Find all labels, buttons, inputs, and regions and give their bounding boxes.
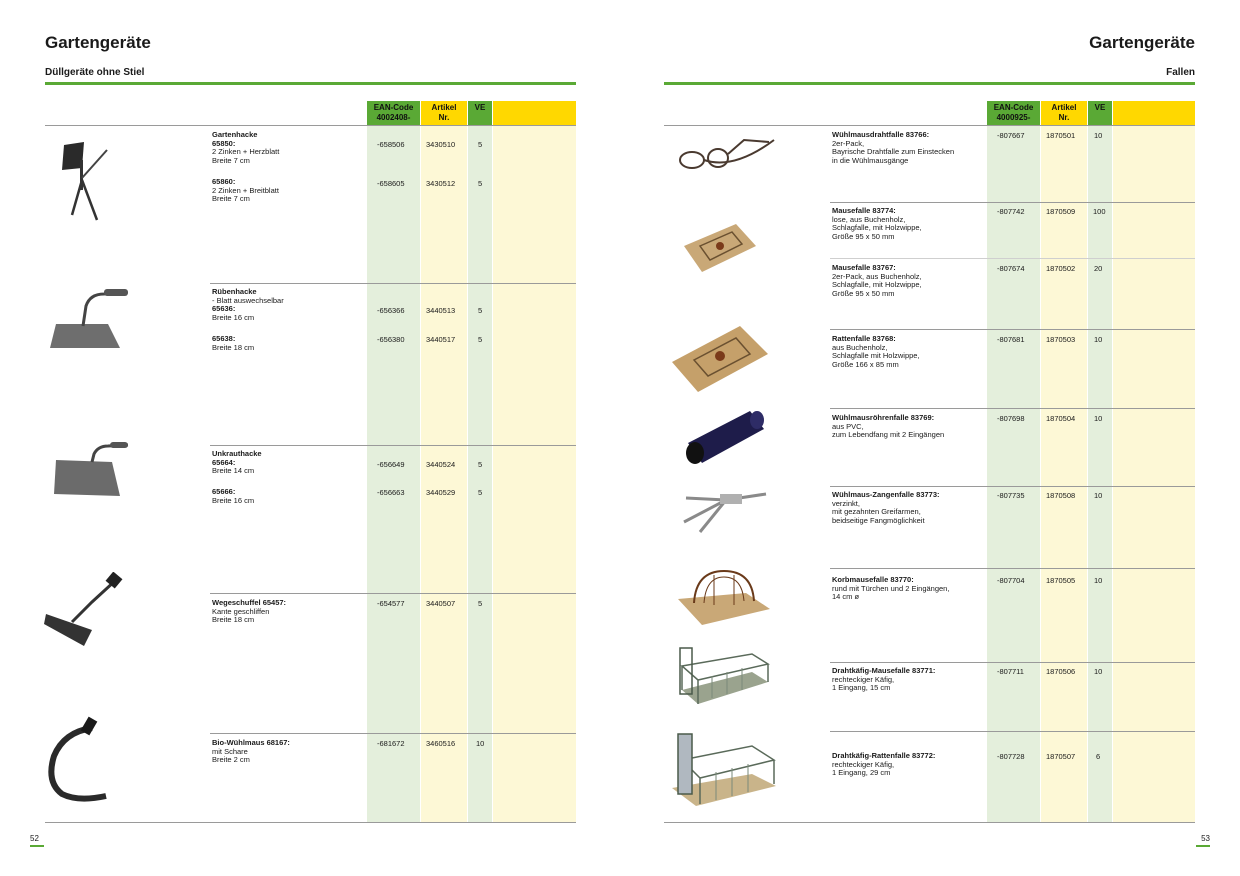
variant-desc: 2 Zinken + Breitblatt [212, 185, 279, 195]
ean-header [367, 101, 420, 125]
ean-value: -807711 [997, 667, 1024, 676]
article-header-label: Artikel Nr. [1051, 103, 1077, 122]
ve-value: 5 [478, 140, 483, 149]
ve-value: 10 [1094, 414, 1103, 423]
ve-header [1088, 101, 1112, 125]
rat-trap-icon [670, 322, 770, 399]
section-rule [45, 82, 576, 85]
ean-value: -658605 [377, 179, 405, 188]
product-name: Mausefalle 83774: [832, 206, 896, 215]
product-name: Wühlmaus-Zangenfalle 83773: [832, 490, 940, 499]
hoe-heart-blade-icon [52, 140, 122, 235]
tube-trap-icon [680, 405, 770, 474]
product-desc: Schlagfalle mit Holzwippe, [832, 351, 920, 361]
product-desc: Bayrische Drahtfalle zum Einstecken [832, 147, 955, 157]
ve-value: 5 [478, 335, 483, 344]
variant-code: 65636: [212, 304, 236, 314]
article-header [421, 101, 467, 125]
product-desc: Schlagfalle, mit Holzwippe, [832, 223, 922, 233]
ean-value: -656649 [377, 460, 405, 469]
variant-code: 65664: [212, 457, 236, 467]
product-desc: lose, aus Buchenholz, [832, 214, 906, 224]
product-83767 [832, 264, 982, 298]
product-desc: 2er-Pack, [832, 138, 865, 148]
variant-code: 65850: [212, 138, 236, 148]
product-83771 [832, 667, 982, 693]
product-desc: in die Wühlmausgänge [832, 155, 909, 165]
ve-value: 100 [1093, 207, 1106, 216]
ve-value: 10 [1094, 131, 1103, 140]
ve-value: 10 [1094, 576, 1103, 585]
article-value: 1870502 [1046, 264, 1076, 273]
row-divider [830, 568, 1195, 569]
page-title: Gartengeräte [1089, 33, 1195, 52]
product-desc: verzinkt, [832, 498, 860, 508]
basket-trap-icon [676, 565, 772, 632]
article-value: 3440529 [426, 488, 456, 497]
variant-desc: 2 Zinken + Herzblatt [212, 147, 280, 157]
product-name: Drahtkäfig-Mausefalle 83771: [832, 666, 936, 675]
product-desc: Schlagfalle, mit Holzwippe, [832, 280, 922, 290]
row-divider [210, 283, 576, 284]
row-divider [830, 662, 1195, 663]
ve-value: 6 [1096, 752, 1101, 761]
product-desc: aus Buchenholz, [832, 342, 888, 352]
product-desc: mit Schare [212, 746, 248, 756]
table-bottom-rule [664, 822, 1195, 823]
variant-desc: Breite 14 cm [212, 466, 255, 476]
article-header [1041, 101, 1087, 125]
ve-value: 10 [476, 739, 485, 748]
wire-cage-rat-trap-icon [666, 730, 778, 815]
table-header-rule [45, 125, 576, 126]
ve-value: 5 [478, 306, 483, 315]
article-value: 1870508 [1046, 491, 1076, 500]
path-scuffle-icon [44, 572, 129, 657]
article-value: 1870506 [1046, 667, 1076, 676]
product-desc: zum Lebendfang mit 2 Eingängen [832, 430, 945, 440]
page-number: 52 [30, 834, 39, 843]
product-name: Bio-Wühlmaus 68167: [212, 738, 290, 747]
table-header-rule [664, 125, 1195, 126]
article-value: 3460516 [426, 739, 456, 748]
product-desc: mit gezahnten Greifarmen, [832, 507, 921, 517]
product-desc: 14 cm ø [832, 592, 860, 602]
product-desc: rechteckiger Käfig, [832, 759, 895, 769]
article-value: 1870501 [1046, 131, 1076, 140]
ean-value: -656366 [377, 306, 405, 315]
ean-value: -807681 [997, 335, 1025, 344]
product-desc: rund mit Türchen und 2 Eingängen, [832, 583, 950, 593]
wire-cage-mouse-trap-icon [672, 646, 772, 715]
ve-value: 5 [478, 488, 483, 497]
product-name: Wühlmausröhrenfalle 83769: [832, 413, 935, 422]
product-desc: 1 Eingang, 15 cm [832, 683, 891, 693]
row-divider [210, 445, 576, 446]
product-83769 [832, 414, 982, 440]
product-desc: aus PVC, [832, 421, 864, 431]
variant-code: 65666: [212, 487, 236, 496]
product-desc: rechteckiger Käfig, [832, 674, 895, 684]
product-name: Rübenhacke [212, 287, 257, 296]
ean-value: -807728 [997, 752, 1025, 761]
row-divider [210, 593, 576, 594]
product-name: Rattenfalle 83768: [832, 334, 896, 343]
product-desc: Größe 95 x 50 mm [832, 231, 895, 241]
ean-header-label: EAN-Code 4002408- [373, 103, 414, 122]
ean-value: -807667 [997, 131, 1025, 140]
product-83774 [832, 207, 982, 241]
ean-value: -807742 [997, 207, 1025, 216]
ean-value: -681672 [377, 739, 405, 748]
product-83766 [832, 131, 982, 165]
ve-header [468, 101, 492, 125]
product-desc: Kante geschliffen [212, 606, 270, 616]
page-number: 53 [1201, 834, 1210, 843]
product-variant [212, 335, 362, 352]
section-rule [664, 82, 1195, 85]
product-variant [212, 178, 362, 204]
product-name: Unkrauthacke [212, 449, 262, 458]
variant-desc: Breite 18 cm [212, 342, 255, 352]
product-bio-wuehlmaus [212, 739, 362, 765]
row-divider [830, 731, 1195, 732]
variant-code: 65638: [212, 334, 236, 343]
page-title: Gartengeräte [45, 33, 151, 52]
article-value: 1870503 [1046, 335, 1076, 344]
ean-value: -654577 [377, 599, 405, 608]
ean-header [987, 101, 1040, 125]
product-desc: Breite 18 cm [212, 615, 255, 625]
product-name: Wühlmausdrahtfalle 83766: [832, 130, 930, 139]
article-value: 3440517 [426, 335, 456, 344]
row-divider [830, 486, 1195, 487]
article-value: 1870505 [1046, 576, 1076, 585]
variant-desc: Breite 7 cm [212, 155, 250, 165]
ve-value: 5 [478, 460, 483, 469]
article-header-label: Artikel Nr. [431, 103, 457, 122]
article-value: 3430510 [426, 140, 456, 149]
product-name: Drahtkäfig-Rattenfalle 83772: [832, 751, 936, 760]
ve-header-label: VE [1094, 103, 1106, 112]
bio-vole-cultivator-icon [44, 716, 114, 811]
product-desc: Größe 166 x 85 mm [832, 359, 899, 369]
variant-desc: Breite 16 cm [212, 312, 255, 322]
variant-code: 65860: [212, 177, 236, 186]
row-divider [830, 329, 1195, 330]
ve-value: 10 [1094, 667, 1103, 676]
pincer-trap-icon [680, 478, 770, 543]
article-value: 1870509 [1046, 207, 1076, 216]
article-value: 3440513 [426, 306, 456, 315]
article-value: 1870504 [1046, 414, 1076, 423]
page-number-bar [1196, 845, 1210, 847]
section-subtitle: Düllgeräte ohne Stiel [45, 67, 145, 78]
right-page [620, 0, 1240, 876]
row-divider [830, 202, 1195, 203]
product-desc: 2er-Pack, aus Buchenholz, [832, 271, 922, 281]
product-gartenhacke [212, 131, 362, 165]
article-value: 3440507 [426, 599, 456, 608]
product-ruebenhacke [212, 288, 362, 322]
ve-value: 5 [478, 599, 483, 608]
wire-vole-trap-icon [674, 130, 784, 185]
table-bottom-rule [45, 822, 576, 823]
article-value: 3430512 [426, 179, 456, 188]
beet-hoe-icon [48, 286, 128, 361]
extra-column [493, 101, 576, 823]
product-variant [212, 488, 362, 505]
ean-value: -656380 [377, 335, 405, 344]
product-name: Korbmausefalle 83770: [832, 575, 914, 584]
product-unkrauthacke [212, 450, 362, 476]
ean-value: -807698 [997, 414, 1025, 423]
variant-desc: Breite 7 cm [212, 194, 250, 204]
product-note: - Blatt auswechselbar [212, 295, 284, 305]
product-desc: Breite 2 cm [212, 755, 250, 765]
extra-header [1113, 101, 1195, 125]
product-83773 [832, 491, 982, 525]
mouse-trap-icon [680, 220, 760, 281]
extra-header [493, 101, 576, 125]
ve-header-label: VE [474, 103, 486, 112]
section-subtitle: Fallen [1166, 67, 1195, 78]
ve-value: 10 [1094, 335, 1103, 344]
page-number-bar [30, 845, 44, 847]
article-value: 1870507 [1046, 752, 1076, 761]
ean-value: -656663 [377, 488, 405, 497]
product-83772 [832, 752, 982, 778]
ve-value: 20 [1094, 264, 1103, 273]
ean-value: -807735 [997, 491, 1025, 500]
ean-header-label: EAN-Code 4000925- [993, 103, 1034, 122]
product-83768 [832, 335, 982, 369]
ean-value: -807674 [997, 264, 1025, 273]
product-wegeschuffel [212, 599, 362, 625]
ve-value: 10 [1094, 491, 1103, 500]
variant-desc: Breite 16 cm [212, 495, 255, 505]
product-83770 [832, 576, 992, 602]
product-desc: beidseitige Fangmöglichkeit [832, 515, 925, 525]
product-desc: 1 Eingang, 29 cm [832, 768, 891, 778]
article-value: 3440524 [426, 460, 456, 469]
product-desc: Größe 95 x 50 mm [832, 288, 895, 298]
product-name: Gartenhacke [212, 130, 258, 139]
ean-value: -658506 [377, 140, 405, 149]
extra-column [1113, 101, 1195, 823]
weed-hoe-icon [52, 440, 132, 505]
product-name: Mausefalle 83767: [832, 263, 896, 272]
row-divider [210, 733, 576, 734]
ve-value: 5 [478, 179, 483, 188]
row-divider [830, 408, 1195, 409]
ean-value: -807704 [997, 576, 1025, 585]
product-name: Wegeschuffel 65457: [212, 598, 287, 607]
row-divider [830, 258, 1195, 259]
